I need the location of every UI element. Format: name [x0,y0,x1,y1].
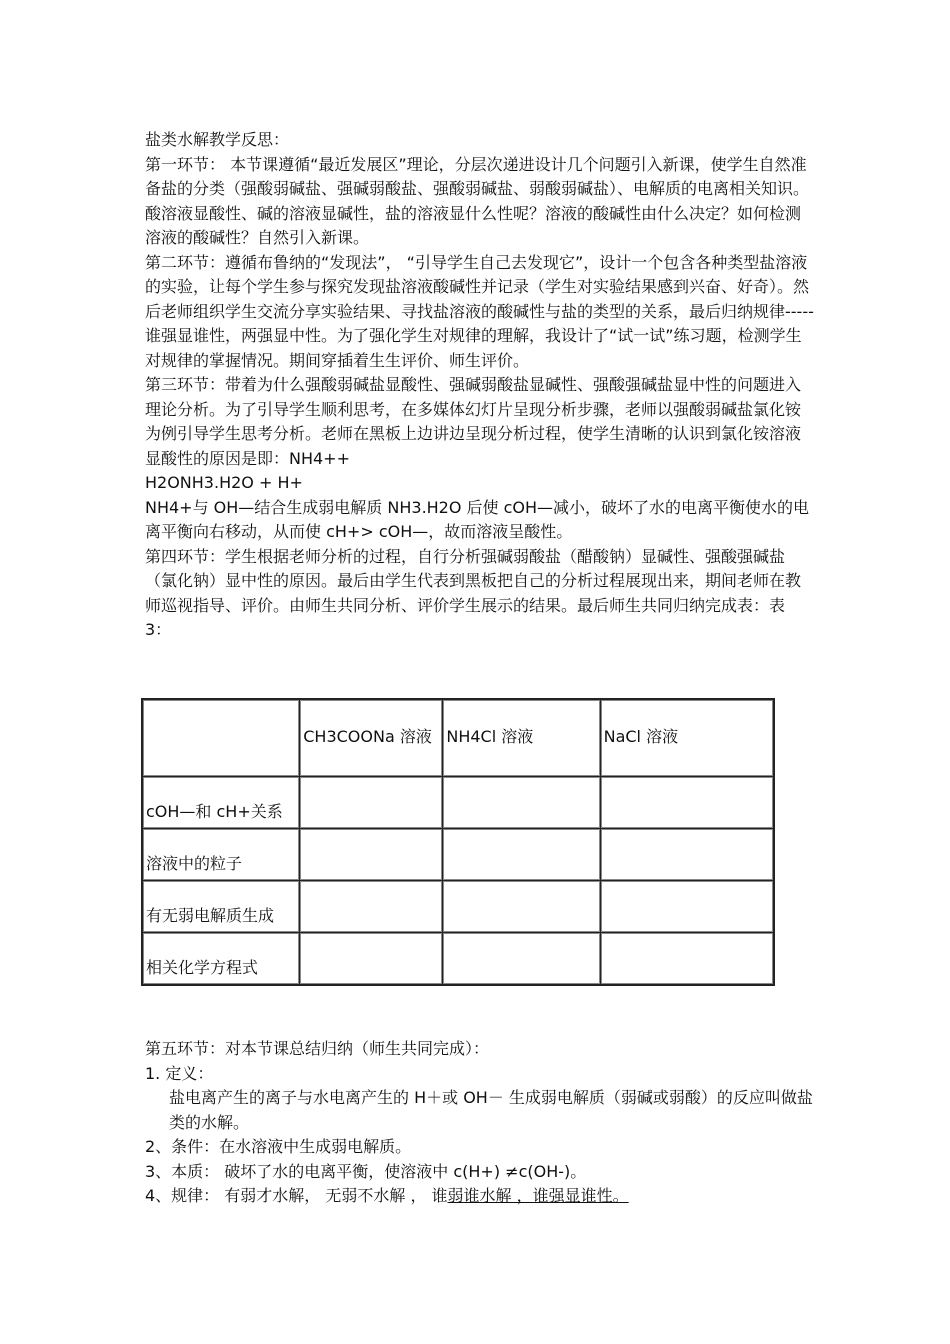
table-row-label: 有无弱电解质生成 [142,881,300,933]
table-row-label: cOH—和 cH+关系 [142,777,300,829]
rule-line [145,1184,815,1209]
table-cell [600,933,774,986]
section-5 [145,1037,815,1209]
table-cell [300,881,443,933]
table-row [142,881,774,933]
table-cell [443,777,600,829]
table-header-cell: NaCl 溶液 [600,699,774,777]
definition-label: 1. 定义： [145,1063,214,1083]
section-3b-paragraph: NH4+与 OH—结合生成弱电解质 NH3.H2O 后使 cOH—减小，破坏了水的电离平衡使水的电离平衡向右移动，从而使 cH+> cOH—，故而溶液呈酸性。 [145,497,810,541]
table-cell [443,829,600,881]
essence-line: 3、本质： 破坏了水的电离平衡，使溶液中 c(H+) ≠c(OH-)。 [145,1161,587,1181]
table-header-cell [142,699,300,777]
condition-line: 2、条件：在水溶液中生成弱电解质。 [145,1137,412,1156]
table-row-label: 相关化学方程式 [142,933,300,986]
table-cell [300,829,443,881]
section-4-paragraph: 第四环节：学生根据老师分析的过程，自行分析强碱弱酸盐（醋酸钠）显碱性、强酸强碱盐（氯化钠）显中性的原因。最后由学生代表到黑板把自己的分析过程展现出来，期间老师在教师巡视指导、评价。由师生共同分析、评价学生展示的结果。最后师生共同归纳完成表：表 3： [145,546,802,639]
equation-line: H2ONH3.H2O + H+ [145,473,303,492]
table-cell [300,933,443,986]
table-cell [600,881,774,933]
table-header-cell: CH3COONa 溶液 [300,699,443,777]
summary-table [141,698,775,986]
definition-text: 盐电离产生的离子与水电离产生的 H＋或 OH－ 生成弱电解质（弱碱或弱酸）的反应叫做盐类的水解。 [169,1088,813,1132]
section-3-paragraph: 第三环节：带着为什么强酸弱碱盐显酸性、强碱弱酸盐显碱性、强酸强碱盐显中性的问题进入理论分析。为了引导学生顺利思考，在多媒体幻灯片呈现分析步骤，老师以强酸弱碱盐氯化铵为例引导学生思考分析。老师在黑板上边讲边呈现分析过程，使学生清晰的认识到氯化铵溶液显酸性的原因是即：NH4++ [145,375,802,468]
reflection-body [145,128,815,643]
table-cell [443,933,600,986]
table-header-row [142,699,774,777]
rule-prefix: 4、规律： 有弱才水解， 无弱不水解 ， 谁 [145,1186,448,1205]
page-title: 盐类水解教学反思： [145,130,290,149]
rule-underlined: 弱谁水解 ，谁强显谁性。 [447,1186,629,1205]
section-1-paragraph: 第一环节： 本节课遵循“最近发展区”理论，分层次递进设计几个问题引入新课，使学生自然准备盐的分类（强酸弱碱盐、强碱弱酸盐、强酸弱碱盐、弱酸弱碱盐）、电解质的电离相关知识。酸溶液显酸性、碱的溶液显碱性，盐的溶液显什么性呢？溶液的酸碱性由什么决定？如何检测溶液的酸碱性？自然引入新课。 [145,154,810,247]
section-2-paragraph: 第二环节：遵循布鲁纳的“发现法”， “引导学生自己去发现它”，设计一个包含各种类型盐溶液的实验，让每个学生参与探究发现盐溶液酸碱性并记录（学生对实验结果感到兴奋、好奇）。然后老师组织学生交流分享实验结果、寻找盐溶液的酸碱性与盐的类型的关系，最后归纳规律-----谁强显谁性，两强显中性。为了强化学生对规律的理解，我设计了“试一试”练习题，检测学生对规律的掌握情况。期间穿插着生生评价、师生评价。 [145,252,814,370]
table-cell [600,777,774,829]
table-header-cell: NH4Cl 溶液 [443,699,600,777]
section-5-heading: 第五环节：对本节课总结归纳（师生共同完成）： [145,1039,490,1058]
table-row [142,933,774,986]
table-cell [300,777,443,829]
table-row-label: 溶液中的粒子 [142,829,300,881]
table-cell [600,829,774,881]
table-row [142,829,774,881]
table-row [142,777,774,829]
table-cell [443,881,600,933]
